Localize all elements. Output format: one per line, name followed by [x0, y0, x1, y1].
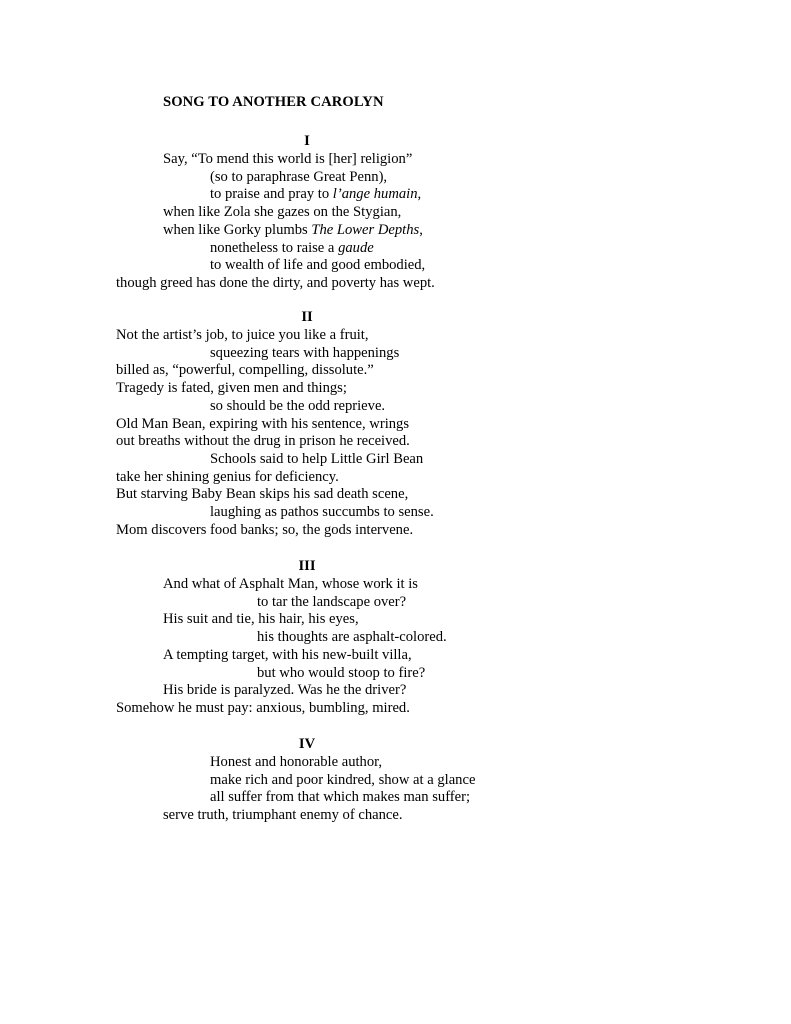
poem-line: And what of Asphalt Man, whose work it is — [163, 576, 418, 592]
line-segment: nonetheless to raise a — [210, 239, 339, 256]
poem-line: his thoughts are asphalt-colored. — [257, 629, 447, 646]
stanza-numeral: IV — [298, 736, 316, 752]
poem-line: laughing as pathos succumbs to sense. — [210, 504, 434, 520]
poem-line: take her shining genius for deficiency. — [116, 468, 339, 485]
poem-line: but who would stoop to fire? — [257, 664, 426, 681]
stanza-numeral: III — [298, 558, 316, 574]
poem-line — [210, 239, 374, 257]
poem-line: (so to paraphrase Great Penn), — [210, 168, 388, 185]
poem-line — [210, 185, 421, 203]
poem-line: Say, “To mend this world is [her] religion” — [163, 151, 413, 167]
line-segment: when like Gorky plumbs — [163, 221, 312, 238]
poem-line: to tar the landscape over? — [257, 593, 407, 610]
poem-line: Not the artist’s job, to juice you like a fruit, — [116, 327, 369, 343]
poem-title: SONG TO ANOTHER CAROLYN — [163, 94, 384, 110]
poem-line: all suffer from that which makes man suffer; — [210, 789, 471, 806]
poem-line: out breaths without the drug in prison he received. — [116, 433, 410, 450]
poem-line: His suit and tie, his hair, his eyes, — [163, 611, 359, 628]
poem-line — [163, 221, 423, 239]
line-segment: , — [417, 186, 422, 203]
poem-line: make rich and poor kindred, show at a glance — [210, 771, 476, 788]
poem-line: Mom discovers food banks; so, the gods intervene. — [116, 521, 414, 538]
poem-line: His bride is paralyzed. Was he the driver? — [163, 682, 407, 699]
poem-line: though greed has done the dirty, and poverty has wept. — [116, 274, 435, 291]
poem-line: Tragedy is fated, given men and things; — [116, 380, 347, 397]
line-segment: , — [419, 221, 423, 238]
poem-line: Honest and honorable author, — [210, 754, 383, 770]
poem-line: A tempting target, with his new-built villa, — [163, 646, 412, 663]
poem-line: when like Zola she gazes on the Stygian, — [163, 204, 402, 221]
line-segment: to praise and pray to — [210, 186, 333, 203]
poem-line: Somehow he must pay: anxious, bumbling, mired. — [116, 699, 410, 716]
poem-line: billed as, “powerful, compelling, dissolute.” — [116, 362, 374, 379]
poem-line: squeezing tears with happenings — [210, 344, 400, 361]
italic-phrase: l’ange humain — [332, 186, 418, 203]
italic-phrase: The Lower Depths — [311, 221, 420, 238]
poem-line: so should be the odd reprieve. — [210, 397, 386, 414]
poem-line: But starving Baby Bean skips his sad death scene, — [116, 486, 409, 503]
poem-line: to wealth of life and good embodied, — [210, 257, 426, 274]
stanza-numeral: II — [301, 309, 313, 325]
italic-phrase: gaude — [338, 239, 374, 256]
poem-line: serve truth, triumphant enemy of chance. — [163, 807, 403, 824]
poem-line: Schools said to help Little Girl Bean — [210, 450, 424, 467]
stanza-numeral: I — [304, 133, 310, 149]
poem-line: Old Man Bean, expiring with his sentence, wrings — [116, 415, 410, 432]
